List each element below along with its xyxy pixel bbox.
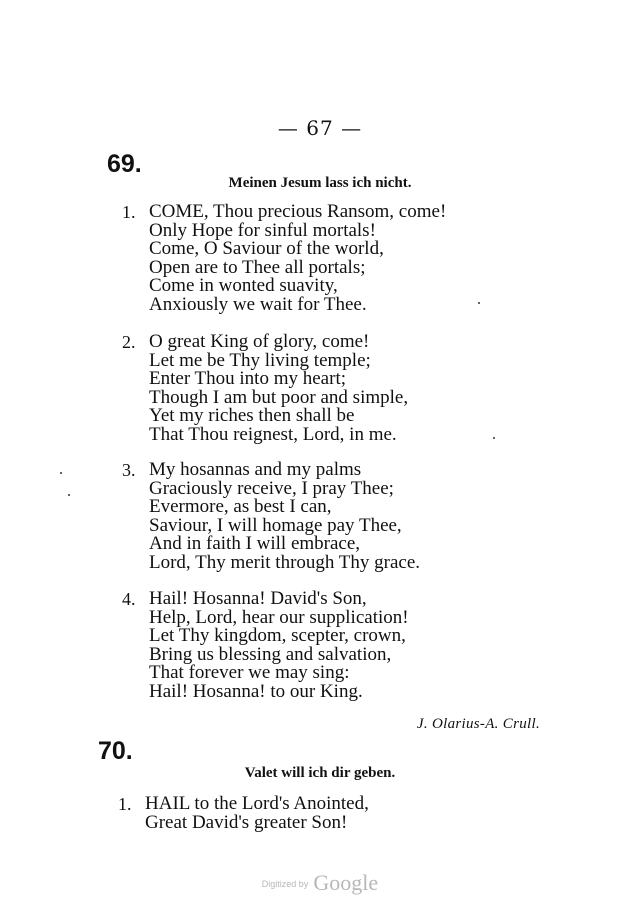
verse-line: Come in wonted suavity, bbox=[149, 275, 338, 296]
verse-line: That Thou reignest, Lord, in me. bbox=[149, 423, 397, 445]
stanza-number: 3. bbox=[122, 460, 136, 480]
hymn-number: 69. bbox=[107, 150, 142, 178]
verse-line: Evermore, as best I can, bbox=[149, 496, 332, 517]
stanza-number: 1. bbox=[118, 794, 132, 814]
tune-name: Meinen Jesum lass ich nicht. bbox=[228, 175, 412, 191]
verse-line: Though I am but poor and simple, bbox=[149, 386, 409, 408]
verse-line: That forever we may sing: bbox=[149, 662, 350, 683]
verse-line: HAIL to the Lord's Anointed, bbox=[145, 793, 369, 814]
scan-speck bbox=[478, 302, 480, 304]
stanza-number: 4. bbox=[122, 589, 136, 609]
scan-speck bbox=[68, 494, 70, 496]
stanza-number: 1. bbox=[122, 202, 136, 222]
scan-speck bbox=[493, 437, 495, 439]
page-number: — 67 — bbox=[277, 116, 363, 140]
digitized-watermark bbox=[0, 870, 640, 896]
verse-line: Anxiously we wait for Thee. bbox=[149, 293, 367, 315]
scan-speck bbox=[60, 472, 62, 474]
hymn-number: 70. bbox=[98, 737, 133, 765]
author-attribution: J. Olarius-A. Crull. bbox=[416, 716, 540, 732]
verse-line: Let me be Thy living temple; bbox=[149, 349, 371, 371]
verse-line: Open are to Thee all portals; bbox=[149, 256, 366, 278]
verse-line: And in faith I will embrace, bbox=[149, 533, 361, 554]
verse-line: Hail! Hosanna! to our King. bbox=[149, 680, 363, 702]
verse-line: Bring us blessing and salvation, bbox=[149, 643, 392, 665]
verse-line: COME, Thou precious Ransom, come! bbox=[149, 201, 447, 222]
verse-line: Only Hope for sinful mortals! bbox=[149, 219, 376, 241]
verse-line: Saviour, I will homage pay Thee, bbox=[149, 514, 402, 536]
verse-line: Let Thy kingdom, scepter, crown, bbox=[149, 625, 406, 646]
verse-line: Come, O Saviour of the world, bbox=[149, 238, 384, 259]
verse-line: My hosannas and my palms bbox=[149, 459, 362, 480]
verse-line: Help, Lord, hear our supplication! bbox=[149, 606, 409, 628]
verse-line: Graciously receive, I pray Thee; bbox=[149, 477, 394, 499]
verse-line: Lord, Thy merit through Thy grace. bbox=[149, 551, 421, 573]
verse-line: O great King of glory, come! bbox=[149, 331, 370, 352]
verse-line: Yet my riches then shall be bbox=[149, 405, 355, 426]
verse-line: Great David's greater Son! bbox=[145, 811, 348, 833]
tune-name: Valet will ich dir geben. bbox=[244, 765, 396, 781]
stanza-number: 2. bbox=[122, 332, 136, 352]
google-logo: Google bbox=[313, 870, 379, 895]
verse-line: Hail! Hosanna! David's Son, bbox=[149, 588, 367, 609]
watermark-prefix: Digitized by bbox=[261, 879, 309, 889]
verse-line: Enter Thou into my heart; bbox=[149, 368, 346, 389]
